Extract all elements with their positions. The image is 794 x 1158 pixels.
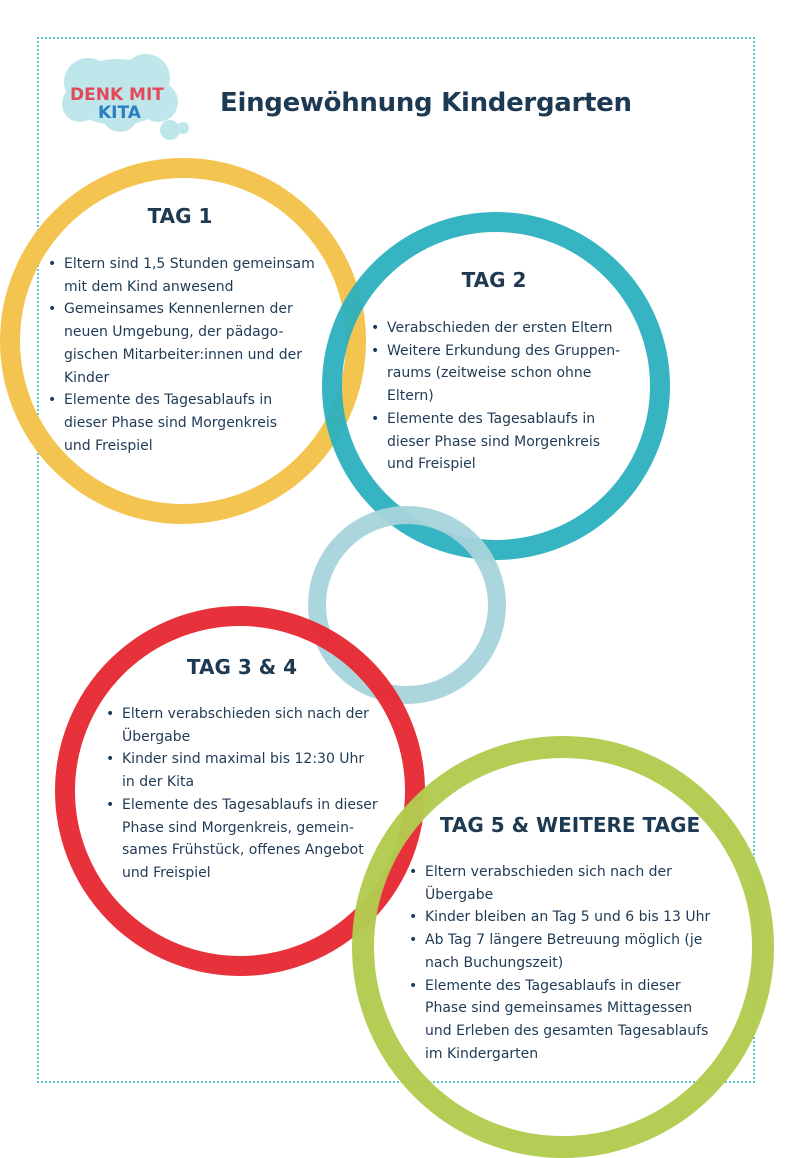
section-tag-1 (48, 253, 338, 457)
section-tag-2 (371, 317, 641, 476)
list-item: • Elemente des Tagesablaufs in dieser Phase sind Morgenkreis und Freispiel (48, 389, 338, 457)
heading-tag-5: TAG 5 & WEITERE TAGE (439, 813, 701, 837)
list-item: • Elemente des Tagesablaufs in dieser Phase sind gemeinsames Mittagessen und Erleben des gesamten Tagesablaufs im Kindergarten (409, 975, 749, 1066)
heading-tag-2: TAG 2 (461, 268, 527, 292)
logo-line2: KITA (98, 103, 141, 123)
list-item: • Eltern sind 1,5 Stunden gemeinsam mit dem Kind anwesend (48, 253, 338, 298)
page-title: Eingewöhnung Kindergarten (220, 88, 632, 118)
cloud-logo-icon (58, 52, 190, 148)
denk-mit-kita-logo (58, 52, 190, 148)
list-item: • Kinder bleiben an Tag 5 und 6 bis 13 Uhr (409, 906, 749, 929)
list-item: • Weitere Erkundung des Gruppen- raums (zeitweise schon ohne Eltern) (371, 340, 641, 408)
heading-tag-3-4: TAG 3 & 4 (186, 655, 298, 679)
heading-tag-1: TAG 1 (147, 204, 213, 228)
section-tag-3-4 (106, 703, 396, 885)
list-item: • Verabschieden der ersten Eltern (371, 317, 641, 340)
section-tag-5 (409, 861, 749, 1065)
list-item: • Elemente des Tagesablaufs in dieser Phase sind Morgenkreis und Freispiel (371, 408, 641, 476)
list-item: • Gemeinsames Kennenlernen der neuen Umgebung, der pädago- gischen Mitarbeiter:innen und der Kinder (48, 298, 338, 389)
list-item: • Kinder sind maximal bis 12:30 Uhr in der Kita (106, 748, 396, 793)
list-item: • Ab Tag 7 längere Betreuung möglich (je nach Buchungszeit) (409, 929, 749, 974)
list-item: • Elemente des Tagesablaufs in dieser Phase sind Morgenkreis, gemein- sames Frühstück, offenes Angebot und Freispiel (106, 794, 396, 885)
list-item: • Eltern verabschieden sich nach der Übergabe (106, 703, 396, 748)
logo-line1: DENK MIT (70, 85, 164, 105)
list-item: • Eltern verabschieden sich nach der Übergabe (409, 861, 749, 906)
